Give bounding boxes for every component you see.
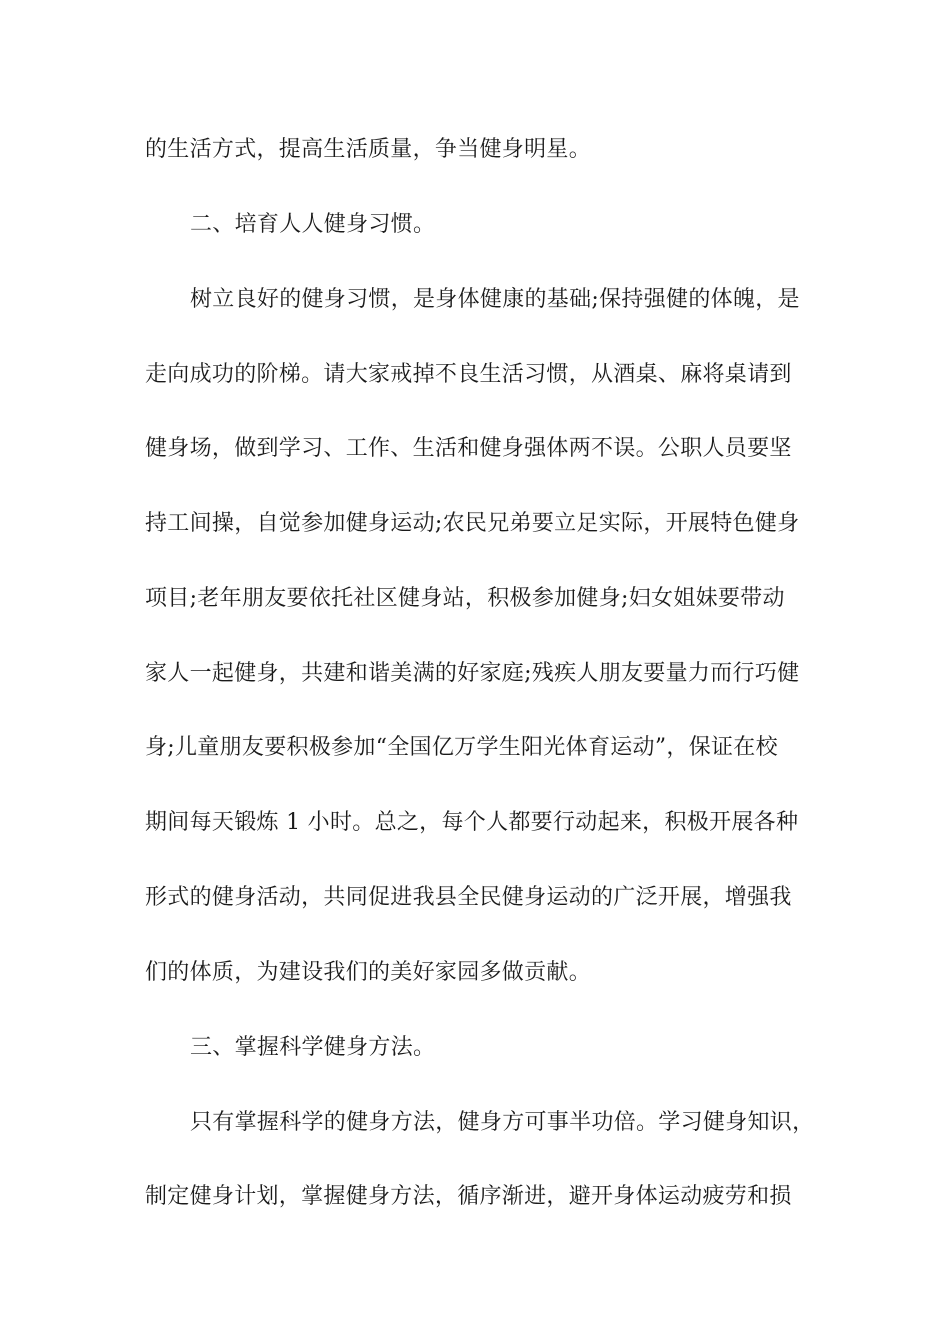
text-line: 制定健身计划，掌握健身方法，循序渐进，避开身体运动疲劳和损 <box>145 1184 792 1209</box>
text-line: 期间每天锻炼 1 小时。总之，每个人都要行动起来，积极开展各种 <box>145 810 799 835</box>
text-line: 形式的健身活动，共同促进我县全民健身运动的广泛开展，增强我 <box>145 885 792 910</box>
text-line: 持工间操，自觉参加健身运动;农民兄弟要立足实际，开展特色健身 <box>145 511 800 536</box>
text-line: 树立良好的健身习惯，是身体健康的基础;保持强健的体魄，是 <box>190 287 800 312</box>
text-line: 家人一起健身，共建和谐美满的好家庭;残疾人朋友要量力而行巧健 <box>145 661 800 686</box>
text-line: 走向成功的阶梯。请大家戒掉不良生活习惯，从酒桌、麻将桌请到 <box>145 362 792 387</box>
section-heading: 二、培育人人健身习惯。 <box>190 212 436 237</box>
text-line: 的生活方式，提高生活质量，争当健身明星。 <box>145 137 592 162</box>
text-line: 们的体质，为建设我们的美好家园多做贡献。 <box>145 960 592 985</box>
text-line: 身;儿童朋友要积极参加“全国亿万学生阳光体育运动”，保证在校 <box>145 735 778 760</box>
text-line: 健身场，做到学习、工作、生活和健身强体两不误。公职人员要坚 <box>145 436 792 461</box>
section-heading: 三、掌握科学健身方法。 <box>190 1035 436 1060</box>
text-line: 只有掌握科学的健身方法，健身方可事半功倍。学习健身知识， <box>190 1110 815 1135</box>
text-line: 项目;老年朋友要依托社区健身站，积极参加健身;妇女姐妹要带动 <box>145 586 785 611</box>
